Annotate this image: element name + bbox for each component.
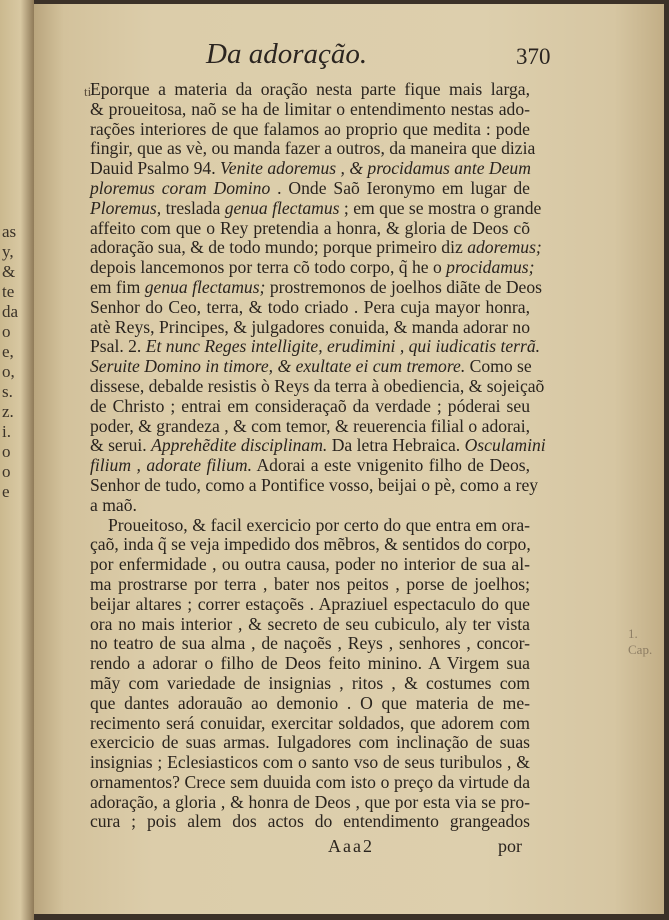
latin-quotation: genua flectamus [224,197,340,218]
text-segment: exercicio de suas armas. Iulgadores com inclinação de suas [90,732,530,753]
signature-mark: Aaa2 [328,836,374,856]
text-segment: Psal. 2. [90,336,146,357]
text-segment: rendo a adorar o filho de Deos feito minino. A Virgem sua [90,653,530,674]
catchword: por [498,836,522,856]
facing-page-fragment: i. [2,422,11,441]
text-segment: affeito com que o Rey pretendia a honra, & gloria de Deos cõ [90,217,530,238]
text-segment: mãy com variedade de insignias , ritos , & costumes com [90,672,530,693]
text-segment: cura ; pois alem dos actos do entendimento grangeados [90,811,530,832]
margin-note-right: 1. Cap. [628,626,653,657]
text-segment: adoração sua, & de todo mundo; porque primeiro diz [90,237,468,258]
text-segment: poder, & grandeza , & com temor, & reuerencia filial o adorai, [90,415,530,436]
text-line [90,80,530,100]
body-text [90,79,546,832]
text-segment: rações interiores de que falamos ao proprio que medita : pode [90,118,530,139]
latin-quotation: Apprehẽdite disciplinam. [151,435,328,456]
text-line [90,674,530,694]
text-line [90,237,542,258]
text-segment: Proueitoso, & facil exercicio por certo do que entra em ora- [108,514,530,535]
facing-page-fragment: o [2,322,11,341]
page-number: 370 [516,44,551,69]
text-line [90,812,530,832]
latin-quotation: ploremus coram Domino [90,177,271,198]
book-page [34,4,664,914]
facing-page-fragment: da [2,302,19,321]
facing-page-fragment: s. [2,382,13,401]
text-segment: por enfermidade , ou outra causa, poder no interior de sua al- [90,554,530,575]
latin-quotation: Venite adoremus , & procidamus ante Deum [220,158,531,179]
text-segment: beijar altares ; correr estaçoẽs . Apraziuel espectaculo do que [90,593,530,614]
text-line [90,595,530,615]
text-line [90,634,530,654]
text-line [90,159,530,179]
text-line [90,257,535,278]
text-line [90,516,530,536]
facing-page-edge [0,0,34,920]
text-line [90,375,545,397]
text-segment: Como se [465,356,532,377]
text-segment: que dantes adorauão ao demonio . O que materia de me- [90,692,530,713]
text-segment: Senhor de tudo, como a Pontifice vosso, beijai o pè, como a rey [90,474,539,495]
text-line [90,120,530,140]
text-segment: em fim [90,276,145,297]
text-segment: de Christo ; entrai em consideraçaõ da verdade ; póderai seu [90,395,530,416]
text-line [90,694,530,714]
facing-page-fragment: o [2,462,11,481]
text-line [90,535,530,555]
text-line [90,318,530,338]
text-segment: & proueitosa, naõ se ha de limitar o entendimento nestas ado- [90,98,530,119]
facing-page-fragment: e [2,482,10,501]
text-segment: no teatro de sua alma , de naçoẽs , Reys , senhores , concor- [90,633,530,654]
text-segment: dissese, debalde resistis ò Reys da terra à obediencia, & sojeiçaõ [90,375,545,396]
facing-page-fragment: e, [2,342,14,361]
text-segment: a maõ. [90,494,137,515]
text-line [90,654,530,674]
facing-page-fragment: y, [2,242,14,261]
facing-page-fragment: te [2,282,15,301]
text-line [90,397,530,417]
text-segment: adoração, a gloria , & honra de Deos , que por esta via se pro- [90,791,530,812]
text-line [90,773,530,793]
text-segment: atè Reys, Principes, & julgadores conuida, & manda adorar no [90,316,530,337]
latin-quotation: adoremus; [467,237,542,258]
text-segment: Dauid Psalmo 94. [90,158,220,179]
facing-page-fragment: o [2,442,11,461]
text-segment: ora no mais interior , & secreto de seu cubiculo, aly ter vista [90,613,530,634]
text-line [90,575,530,595]
text-segment: & serui. [90,435,152,456]
text-segment: Da letra Hebraica. [327,435,465,456]
facing-page-fragment: z. [2,402,14,421]
text-segment: ; em que se mostra o grande [339,197,542,218]
text-segment: recimento será conuidar, exercitar soldados, que adorem com [90,712,530,733]
text-line [90,138,536,159]
margin-note-left: ti [84,84,92,99]
text-line [90,456,530,476]
text-line [90,435,546,456]
text-line [90,197,542,219]
text-segment: çaõ, inda q̃ se veja impedido dos mẽbros, & sentidos do corpo, [90,534,531,555]
text-line [90,714,530,734]
latin-quotation: filium , adorate filium. [90,455,252,476]
text-line [90,615,530,635]
text-line [90,496,530,516]
text-segment: fingir, que as vè, ou manda fazer a outros, da maneira que dizia [90,138,536,159]
text-line [90,179,530,199]
facing-page-fragment: o, [2,362,15,381]
text-line [90,219,530,239]
text-line [90,336,541,357]
text-segment: Eporque a materia da oração nesta parte fique mais larga, [90,79,530,99]
text-line [90,793,530,813]
text-line [90,417,530,437]
text-segment: treslada [161,197,225,218]
latin-quotation: Et nunc Reges intelligite, erudimini , qui iudicatis terrã. [145,336,541,357]
latin-quotation: Osculamini [464,435,546,456]
text-line [90,555,530,575]
text-line [90,753,530,773]
text-segment: . Onde Saõ Ieronymo em lugar de [270,177,530,198]
text-segment: depois lancemonos por terra cõ todo corpo, q̃ he o [90,257,447,278]
text-line [90,100,530,120]
text-segment: insignias ; Eclesiasticos com o santo vso de seus turibulos , & [90,752,530,773]
text-line [90,298,530,318]
running-head: Da adoração. [206,38,368,70]
text-line [90,474,539,496]
facing-page-fragment: & [2,262,16,281]
text-segment: ornamentos? Crece sem duuida com isto o preço da virtude da [90,771,530,792]
text-line [90,276,542,298]
latin-quotation: Seruite Domino in timore, & exultate ei cum tremore. [90,356,466,377]
text-segment: ma prostrarse por terra , bater nos peitos , porse de joelhos; [90,573,530,594]
latin-quotation: Ploremus, [90,197,162,218]
facing-page-fragment: as [2,222,17,241]
text-line [90,357,530,377]
text-segment: prostremonos de joelhos diãte de Deos [265,276,542,297]
latin-quotation: genua flectamus; [144,276,266,297]
text-segment: Adorai a este vnigenito filho de Deos, [251,455,530,476]
latin-quotation: procidamus; [446,257,535,278]
text-line [90,733,530,753]
text-segment: Senhor do Ceo, terra, & todo criado . Pera cuja mayor honra, [90,296,530,317]
